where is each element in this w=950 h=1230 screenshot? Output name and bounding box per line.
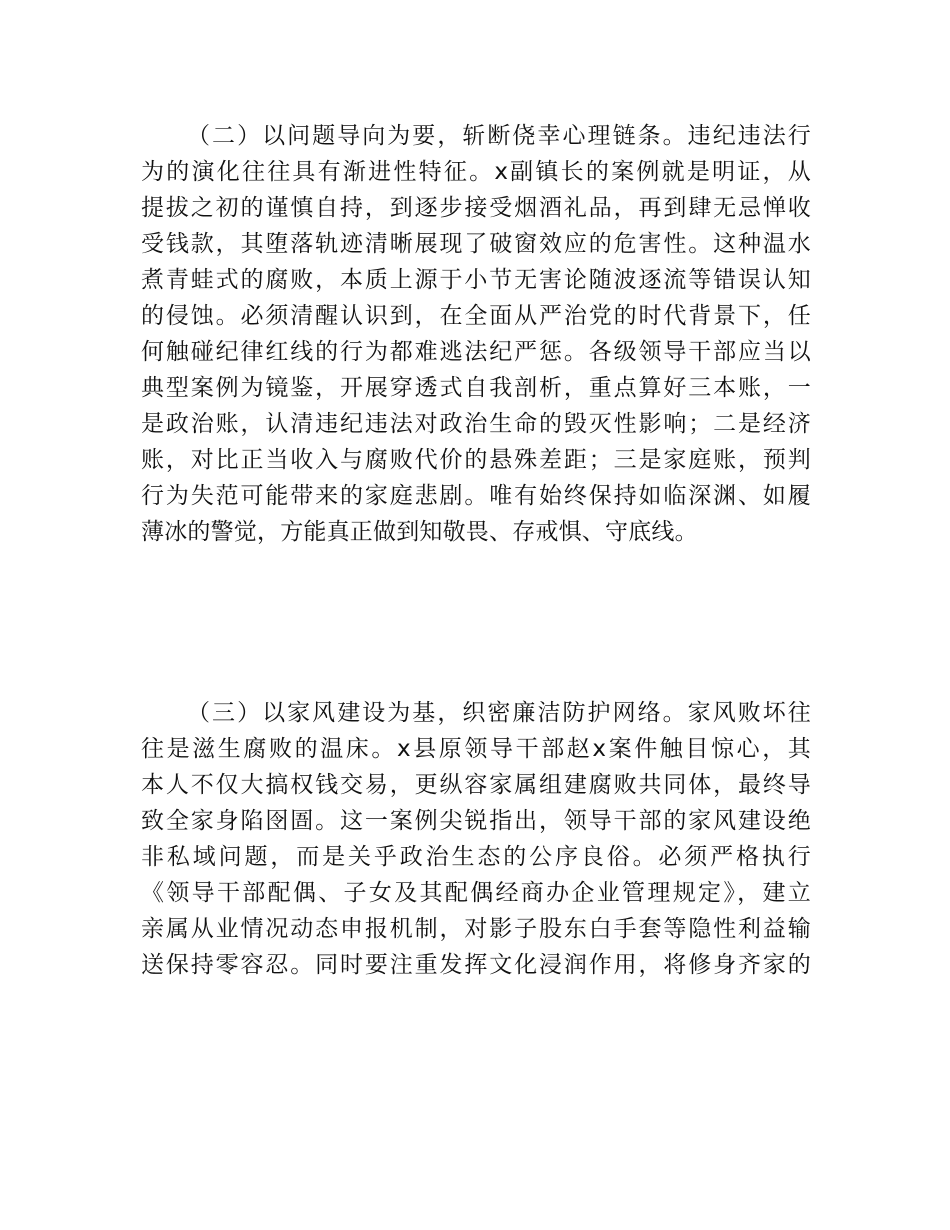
paragraph-line: （三）以家风建设为基，织密廉洁防护网络。家风败坏往 [187,700,811,726]
paragraph-line: 行为失范可能带来的家庭悲剧。唯有始终保持如临深渊、如履 [141,483,811,509]
paragraph-line: 致全家身陷囹圄。这一案例尖锐指出，领导干部的家风建设绝 [141,808,811,834]
paragraph-line: 的侵蚀。必须清醒认识到，在全面从严治党的时代背景下，任 [141,303,811,329]
paragraph-3 [141,695,811,983]
paragraph-line: 典型案例为镜鉴，开展穿透式自我剖析，重点算好三本账，一 [141,375,811,401]
paragraph-line: 本人不仅大搞权钱交易，更纵容家属组建腐败共同体，最终导 [141,772,811,798]
paragraph-line: 是政治账，认清违纪违法对政治生命的毁灭性影响；二是经济 [141,411,811,437]
paragraph-line: 非私域问题，而是关乎政治生态的公序良俗。必须严格执行 [141,844,811,870]
paragraph-line: 何触碰纪律红线的行为都难逃法纪严惩。各级领导干部应当以 [141,339,811,365]
paragraph-line: 受钱款，其堕落轨迹清晰展现了破窗效应的危害性。这种温水 [141,231,811,257]
paragraph-line: 提拔之初的谨慎自持，到逐步接受烟酒礼品，再到肆无忌惮收 [141,195,811,221]
paragraph-line: 送保持零容忍。同时要注重发挥文化浸润作用，将修身齐家的 [141,952,811,978]
paragraph-line: 薄冰的警觉，方能真正做到知敬畏、存戒惧、守底线。 [141,519,698,545]
paragraph-2 [141,118,811,550]
paragraph-line: 《领导干部配偶、子女及其配偶经商办企业管理规定》，建立 [141,880,811,906]
paragraph-line: 账，对比正当收入与腐败代价的悬殊差距；三是家庭账，预判 [141,447,811,473]
paragraph-line: 亲属从业情况动态申报机制，对影子股东白手套等隐性利益输 [141,916,811,942]
paragraph-line: （二）以问题导向为要，斩断侥幸心理链条。违纪违法行 [187,123,811,149]
paragraph-line: 为的演化往往具有渐进性特征。x副镇长的案例就是明证，从 [141,159,811,185]
paragraph-line: 往是滋生腐败的温床。x县原领导干部赵x案件触目惊心，其 [141,736,811,762]
paragraph-line: 煮青蛙式的腐败，本质上源于小节无害论随波逐流等错误认知 [141,267,811,293]
